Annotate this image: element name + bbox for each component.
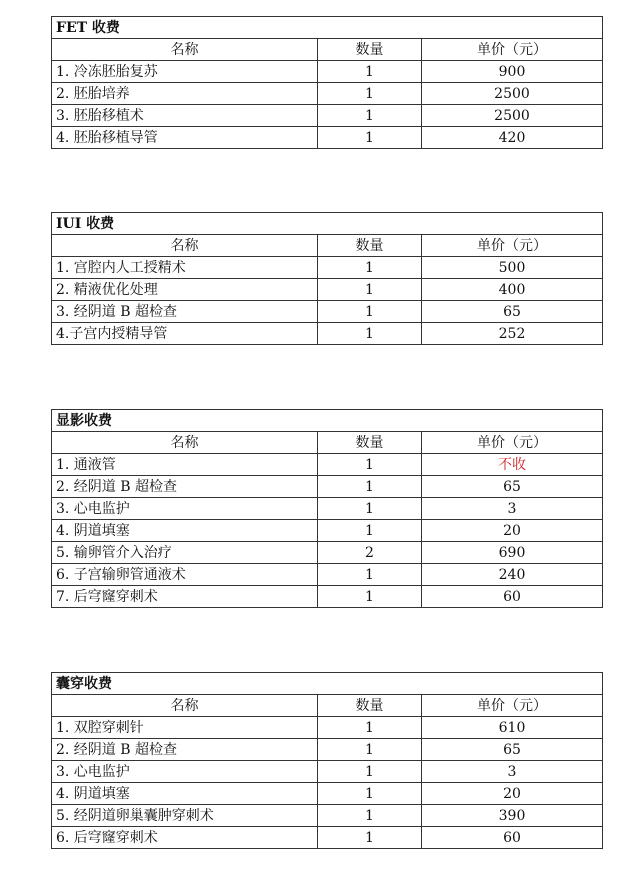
table-row bbox=[52, 805, 603, 827]
item-qty: 1 bbox=[318, 564, 422, 586]
table-row bbox=[52, 257, 603, 279]
item-name: 2. 精液优化处理 bbox=[52, 279, 318, 301]
table-row bbox=[52, 717, 603, 739]
item-name: 2. 胚胎培养 bbox=[52, 83, 318, 105]
item-name: 6. 子宫输卵管通液术 bbox=[52, 564, 318, 586]
header-qty: 数量 bbox=[318, 39, 422, 61]
item-name: 1. 通液管 bbox=[52, 454, 318, 476]
item-name: 3. 胚胎移植术 bbox=[52, 105, 318, 127]
header-price: 单价（元） bbox=[422, 695, 603, 717]
table-title-row bbox=[52, 213, 603, 235]
item-qty: 1 bbox=[318, 476, 422, 498]
header-price: 单价（元） bbox=[422, 432, 603, 454]
table-title-row bbox=[52, 673, 603, 695]
table-row bbox=[52, 301, 603, 323]
item-price: 3 bbox=[422, 498, 603, 520]
table-row bbox=[52, 323, 603, 345]
table-row bbox=[52, 498, 603, 520]
item-name: 5. 输卵管介入治疗 bbox=[52, 542, 318, 564]
item-name: 4.子宫内授精导管 bbox=[52, 323, 318, 345]
item-price: 65 bbox=[422, 476, 603, 498]
item-qty: 1 bbox=[318, 257, 422, 279]
item-qty: 1 bbox=[318, 827, 422, 849]
header-name: 名称 bbox=[52, 39, 318, 61]
table-row bbox=[52, 761, 603, 783]
table-row bbox=[52, 476, 603, 498]
item-price: 2500 bbox=[422, 105, 603, 127]
table-title: 囊穿收费 bbox=[52, 673, 603, 695]
table-row bbox=[52, 564, 603, 586]
table-title: FET 收费 bbox=[52, 17, 603, 39]
table-header-row bbox=[52, 39, 603, 61]
table-row bbox=[52, 105, 603, 127]
imaging-fee-table bbox=[51, 409, 603, 608]
item-name: 2. 经阴道 B 超检查 bbox=[52, 739, 318, 761]
item-qty: 1 bbox=[318, 717, 422, 739]
item-qty: 1 bbox=[318, 761, 422, 783]
cyst-puncture-fee-table bbox=[51, 672, 603, 849]
item-name: 3. 心电监护 bbox=[52, 498, 318, 520]
table-row bbox=[52, 127, 603, 149]
item-qty: 1 bbox=[318, 805, 422, 827]
item-name: 4. 阴道填塞 bbox=[52, 520, 318, 542]
item-price: 65 bbox=[422, 301, 603, 323]
table-row bbox=[52, 542, 603, 564]
item-qty: 1 bbox=[318, 127, 422, 149]
table-row bbox=[52, 279, 603, 301]
item-price: 252 bbox=[422, 323, 603, 345]
item-qty: 1 bbox=[318, 739, 422, 761]
table-header-row bbox=[52, 235, 603, 257]
item-qty: 2 bbox=[318, 542, 422, 564]
item-name: 3. 心电监护 bbox=[52, 761, 318, 783]
item-price: 60 bbox=[422, 827, 603, 849]
item-name: 5. 经阴道卵巢囊肿穿刺术 bbox=[52, 805, 318, 827]
table-header-row bbox=[52, 695, 603, 717]
table-title-row bbox=[52, 410, 603, 432]
item-name: 4. 胚胎移植导管 bbox=[52, 127, 318, 149]
iui-fee-table bbox=[51, 212, 603, 345]
item-price: 60 bbox=[422, 586, 603, 608]
table-row bbox=[52, 61, 603, 83]
item-qty: 1 bbox=[318, 498, 422, 520]
table-title: IUI 收费 bbox=[52, 213, 603, 235]
item-qty: 1 bbox=[318, 783, 422, 805]
item-price: 3 bbox=[422, 761, 603, 783]
table-row bbox=[52, 520, 603, 542]
table-row bbox=[52, 586, 603, 608]
header-qty: 数量 bbox=[318, 235, 422, 257]
table-row bbox=[52, 739, 603, 761]
table-row bbox=[52, 83, 603, 105]
header-qty: 数量 bbox=[318, 432, 422, 454]
item-name: 7. 后穹窿穿刺术 bbox=[52, 586, 318, 608]
fet-fee-table bbox=[51, 16, 603, 149]
item-price: 65 bbox=[422, 739, 603, 761]
table-title: 显影收费 bbox=[52, 410, 603, 432]
table-title-row bbox=[52, 17, 603, 39]
item-price-not-charged: 不收 bbox=[422, 454, 603, 476]
item-name: 3. 经阴道 B 超检查 bbox=[52, 301, 318, 323]
item-price: 20 bbox=[422, 783, 603, 805]
header-name: 名称 bbox=[52, 432, 318, 454]
header-price: 单价（元） bbox=[422, 235, 603, 257]
item-qty: 1 bbox=[318, 586, 422, 608]
table-row bbox=[52, 454, 603, 476]
item-name: 1. 冷冻胚胎复苏 bbox=[52, 61, 318, 83]
item-name: 4. 阴道填塞 bbox=[52, 783, 318, 805]
item-price: 690 bbox=[422, 542, 603, 564]
header-name: 名称 bbox=[52, 235, 318, 257]
item-qty: 1 bbox=[318, 454, 422, 476]
item-price: 400 bbox=[422, 279, 603, 301]
item-price: 900 bbox=[422, 61, 603, 83]
item-name: 1. 双腔穿刺针 bbox=[52, 717, 318, 739]
item-name: 2. 经阴道 B 超检查 bbox=[52, 476, 318, 498]
item-price: 610 bbox=[422, 717, 603, 739]
table-header-row bbox=[52, 432, 603, 454]
table-row bbox=[52, 783, 603, 805]
item-price: 390 bbox=[422, 805, 603, 827]
header-price: 单价（元） bbox=[422, 39, 603, 61]
item-price: 500 bbox=[422, 257, 603, 279]
item-price: 2500 bbox=[422, 83, 603, 105]
header-qty: 数量 bbox=[318, 695, 422, 717]
item-qty: 1 bbox=[318, 301, 422, 323]
item-price: 240 bbox=[422, 564, 603, 586]
header-name: 名称 bbox=[52, 695, 318, 717]
item-qty: 1 bbox=[318, 323, 422, 345]
item-price: 20 bbox=[422, 520, 603, 542]
item-qty: 1 bbox=[318, 520, 422, 542]
table-row bbox=[52, 827, 603, 849]
item-name: 1. 宫腔内人工授精术 bbox=[52, 257, 318, 279]
item-price: 420 bbox=[422, 127, 603, 149]
item-name: 6. 后穹窿穿刺术 bbox=[52, 827, 318, 849]
item-qty: 1 bbox=[318, 105, 422, 127]
item-qty: 1 bbox=[318, 83, 422, 105]
item-qty: 1 bbox=[318, 279, 422, 301]
item-qty: 1 bbox=[318, 61, 422, 83]
